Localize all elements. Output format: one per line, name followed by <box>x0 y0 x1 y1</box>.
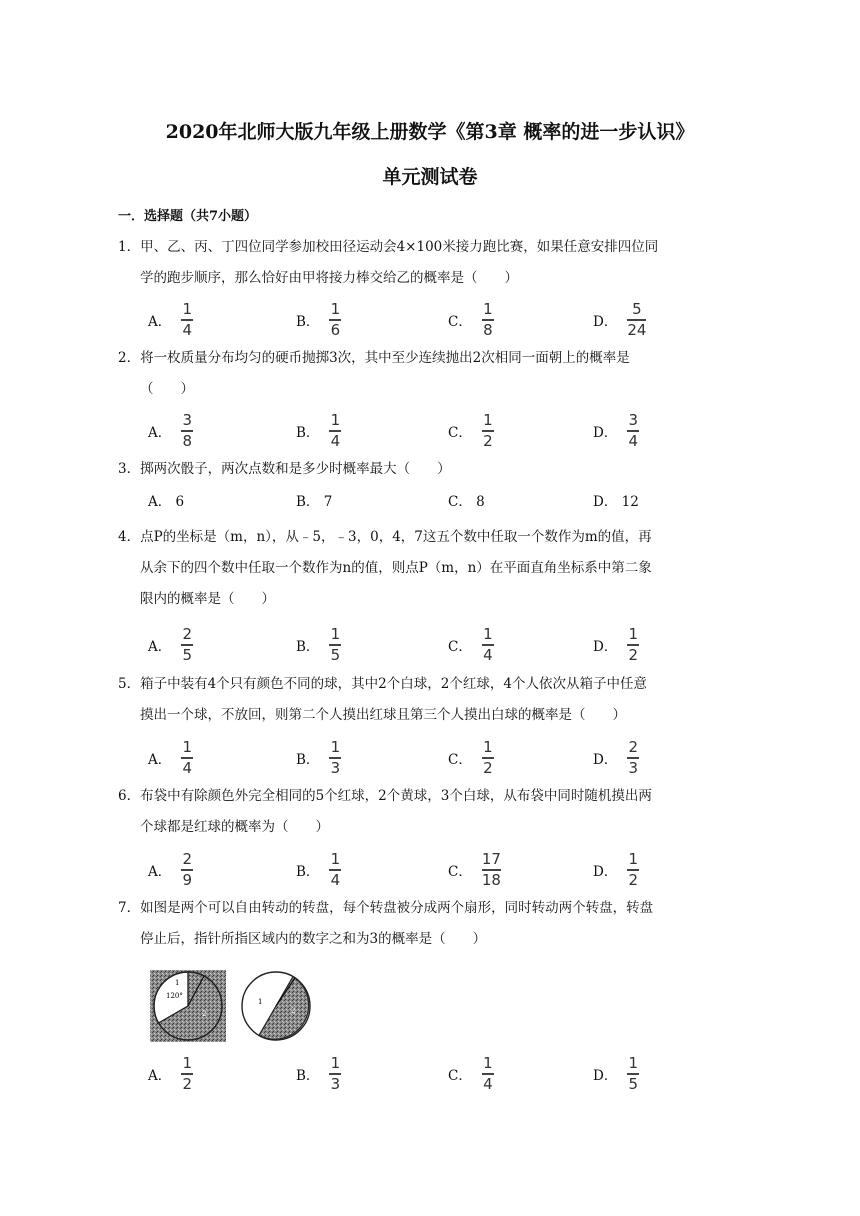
option-b[interactable]: B． $\frac{1}{6}$ <box>296 300 341 339</box>
fraction: $\frac{1}{4}$ <box>330 411 341 450</box>
option-d[interactable]: D． $\frac{2}{3}$ <box>593 738 639 777</box>
option-b[interactable]: B． 7 <box>296 494 333 510</box>
fraction: $\frac{2}{3}$ <box>628 738 639 777</box>
fraction: $\frac{5}{24}$ <box>627 300 647 339</box>
option-a[interactable]: A． $\frac{2}{5}$ <box>148 625 193 664</box>
document-title-line-1: 2020年北师大版九年级上册数学《第3章 概率的进一步认识》 <box>165 121 695 143</box>
option-b[interactable]: B． $\frac{1}{4}$ <box>296 411 341 450</box>
section-heading: 一．选择题（共7小题） <box>118 209 258 224</box>
fraction: $\frac{1}{2}$ <box>483 738 493 777</box>
document-title-line-2: 单元测试卷 <box>382 166 478 188</box>
question-6-line-1: 6．布袋中有除颜色外完全相同的5个红球，2个黄球，3个白球，从布袋中同时随机摸出两 <box>118 788 652 804</box>
fraction: $\frac{1}{3}$ <box>330 1054 341 1093</box>
fraction: $\frac{3}{4}$ <box>628 411 639 450</box>
option-b[interactable]: B． $\frac{1}{3}$ <box>296 1054 341 1093</box>
question-2-options <box>148 409 708 453</box>
option-d[interactable]: D． $\frac{5}{24}$ <box>593 300 647 339</box>
question-7 <box>118 893 738 955</box>
option-c[interactable]: C． $\frac{17}{18}$ <box>448 850 501 889</box>
option-d[interactable]: D． $\frac{1}{5}$ <box>593 1054 639 1093</box>
option-a[interactable]: A． $\frac{3}{8}$ <box>148 411 193 450</box>
option-c[interactable]: C． $\frac{1}{2}$ <box>448 738 493 777</box>
fraction: $\frac{1}{5}$ <box>330 625 341 664</box>
fraction: $\frac{1}{8}$ <box>483 300 493 339</box>
option-a[interactable]: A． $\frac{1}{2}$ <box>148 1054 193 1093</box>
option-c[interactable]: C． $\frac{1}{4}$ <box>448 625 493 664</box>
option-c[interactable]: C． $\frac{1}{8}$ <box>448 300 493 339</box>
question-4-line-3: 限内的概率是（ ） <box>140 591 275 607</box>
option-b[interactable]: B． $\frac{1}{3}$ <box>296 738 341 777</box>
question-4-line-2: 从余下的四个数中任取一个数作为n的值，则点P（m，n）在平面直角坐标系中第二象 <box>140 560 652 576</box>
question-4-options <box>148 623 708 667</box>
fraction: $\frac{1}{5}$ <box>628 1054 639 1093</box>
fraction: $\frac{1}{4}$ <box>182 300 193 339</box>
option-b[interactable]: B． $\frac{1}{5}$ <box>296 625 341 664</box>
spinner-2 <box>242 972 310 1040</box>
question-6-options <box>148 848 708 892</box>
fraction: $\frac{1}{2}$ <box>483 411 493 450</box>
spinner-1-angle-label: 120° <box>166 992 183 1000</box>
question-5-line-2: 摸出一个球，不放回，则第二个人摸出红球且第三个人摸出白球的概率是（ ） <box>140 707 626 723</box>
option-c[interactable]: C． $\frac{1}{4}$ <box>448 1054 493 1093</box>
fraction: $\frac{1}{4}$ <box>483 1054 493 1093</box>
question-2-line-2: （ ） <box>140 381 194 397</box>
question-4-line-1: 4．点P的坐标是（m，n），从﹣5，﹣3，0，4，7这五个数中任取一个数作为m的值，再 <box>118 529 652 545</box>
spinner-1 <box>150 970 226 1042</box>
fraction: $\frac{1}{4}$ <box>182 738 193 777</box>
option-d[interactable]: D． 12 <box>593 494 639 510</box>
question-6 <box>118 781 738 843</box>
fraction: $\frac{1}{4}$ <box>483 625 493 664</box>
option-a[interactable]: A． 6 <box>148 494 185 510</box>
option-a[interactable]: A． $\frac{1}{4}$ <box>148 300 193 339</box>
fraction: $\frac{1}{6}$ <box>330 300 341 339</box>
fraction: $\frac{1}{2}$ <box>628 625 639 664</box>
fraction: $\frac{1}{2}$ <box>182 1054 193 1093</box>
question-3-line-1: 3．掷两次骰子，两次点数和是多少时概率最大（ ） <box>118 461 451 477</box>
fraction: $\frac{17}{18}$ <box>481 850 501 889</box>
spinner-figure <box>148 968 318 1044</box>
option-b[interactable]: B． $\frac{1}{4}$ <box>296 850 341 889</box>
fraction: $\frac{2}{9}$ <box>182 850 193 889</box>
question-1-line-1: 1．甲、乙、丙、丁四位同学参加校田径运动会4×100米接力跑比赛，如果任意安排四位同 <box>118 239 659 255</box>
question-7-line-2: 停止后，指针所指区域内的数字之和为3的概率是（ ） <box>140 931 487 947</box>
question-2-line-1: 2．将一枚质量分布均匀的硬币抛掷3次，其中至少连续抛出2次相同一面朝上的概率是 <box>118 350 630 366</box>
fraction: $\frac{3}{8}$ <box>182 411 193 450</box>
option-d[interactable]: D． $\frac{3}{4}$ <box>593 411 639 450</box>
question-4 <box>118 522 738 615</box>
question-5-options <box>148 736 708 780</box>
question-1 <box>118 232 738 294</box>
question-7-line-1: 7．如图是两个可以自由转动的转盘，每个转盘被分成两个扇形，同时转动两个转盘，转盘 <box>118 900 654 916</box>
spinner-2-label-1: 1 <box>258 998 263 1006</box>
question-1-options <box>148 298 708 342</box>
option-a[interactable]: A． $\frac{1}{4}$ <box>148 738 193 777</box>
option-d[interactable]: D． $\frac{1}{2}$ <box>593 850 639 889</box>
option-d[interactable]: D． $\frac{1}{2}$ <box>593 625 639 664</box>
fraction: $\frac{1}{2}$ <box>628 850 639 889</box>
spinner-2-label-2: 2 <box>291 1007 296 1015</box>
spinner-1-label-2: 2 <box>202 1010 207 1018</box>
option-a[interactable]: A． $\frac{2}{9}$ <box>148 850 193 889</box>
fraction: $\frac{1}{3}$ <box>330 738 341 777</box>
question-3 <box>118 454 738 485</box>
question-5 <box>118 669 738 731</box>
option-c[interactable]: C． $\frac{1}{2}$ <box>448 411 493 450</box>
fraction: $\frac{1}{4}$ <box>330 850 341 889</box>
question-7-options <box>148 1052 708 1096</box>
question-2 <box>118 343 738 405</box>
question-5-line-1: 5．箱子中装有4个只有颜色不同的球，其中2个白球，2个红球，4个人依次从箱子中任意 <box>118 676 647 692</box>
question-6-line-2: 个球都是红球的概率为（ ） <box>140 819 329 835</box>
option-c[interactable]: C． 8 <box>448 494 485 510</box>
question-1-line-2: 学的跑步顺序，那么恰好由甲将接力棒交给乙的概率是（ ） <box>140 270 518 286</box>
spinner-1-label-1: 1 <box>175 979 180 987</box>
fraction: $\frac{2}{5}$ <box>182 625 193 664</box>
